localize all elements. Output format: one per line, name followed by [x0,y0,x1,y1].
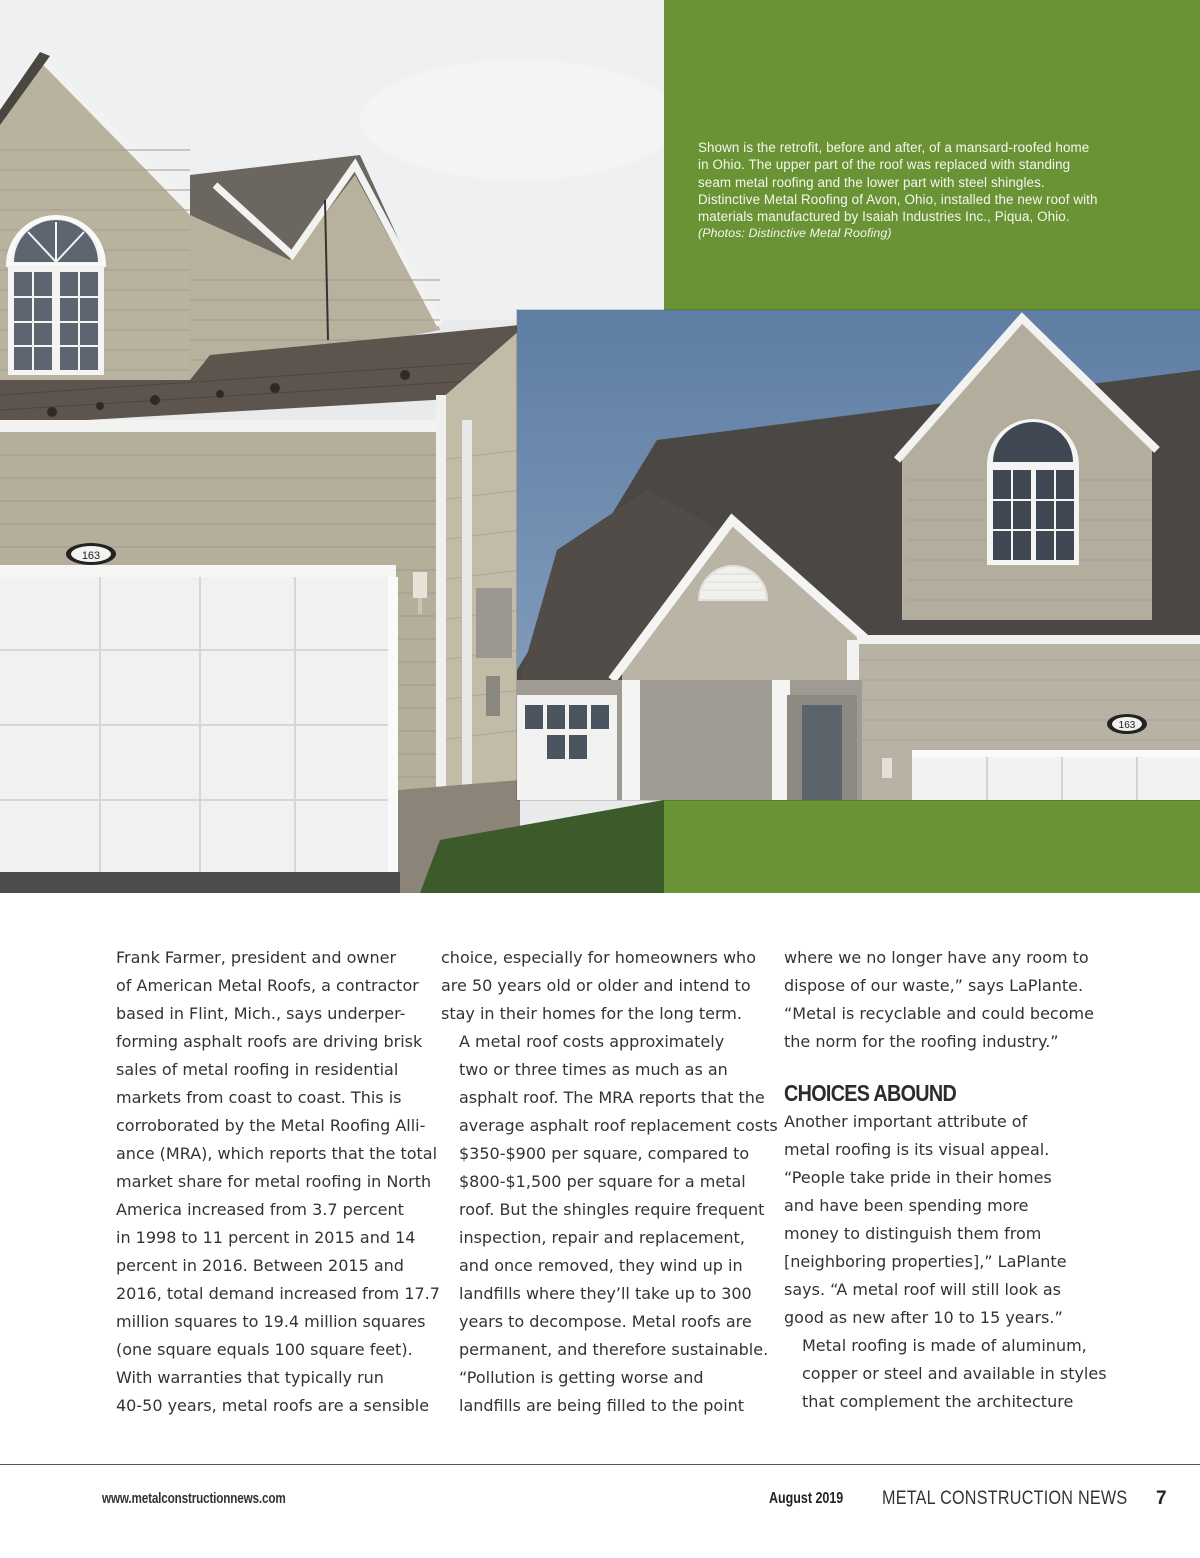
caption-line: Shown is the retrofit, before and after, of a mansard-roofed home [698,140,1090,155]
text-line: where we no longer have any room to [784,948,1089,967]
text-line: America increased from 3.7 percent [116,1200,404,1219]
paragraph [784,1108,1104,1332]
text-column-2 [441,944,778,1420]
after-photo [517,310,1200,800]
text-line: (one square equals 100 square feet). [116,1340,413,1359]
text-line: stay in their homes for the long term. [441,1004,742,1023]
paragraph [784,944,1104,1056]
footer-website-link[interactable]: www.metalconstructionnews.com [102,1490,286,1507]
text-line: “Pollution is getting worse and [459,1368,704,1387]
text-line: percent in 2016. Between 2015 and [116,1256,404,1275]
paragraph [784,1332,1107,1416]
text-line: roof. But the shingles require frequent [459,1200,765,1219]
text-line: landfills where they’ll take up to 300 [459,1284,752,1303]
paragraph [98,1364,430,1420]
text-line: Another important attribute of [784,1112,1028,1131]
text-line: average asphalt roof replacement costs [459,1116,778,1135]
text-line: forming asphalt roofs are driving brisk [116,1032,423,1051]
caption-line: materials manufactured by Isaiah Industries Inc., Piqua, Ohio. [698,209,1070,225]
text-line: Frank Farmer, president and owner [116,948,397,967]
caption-line: seam metal roofing and the lower part with steel shingles. [698,174,1045,190]
text-line: inspection, repair and replacement, [459,1228,745,1247]
text-line: two or three times as much as an [459,1060,728,1079]
paragraph [441,1028,778,1364]
text-line: the norm for the roofing industry.” [784,1032,1059,1051]
text-column-1 [98,944,440,1420]
text-line: permanent, and therefore sustainable. [459,1340,769,1359]
text-line: A metal roof costs approximately [459,1032,725,1051]
text-line: corroborated by the Metal Roofing Alli- [116,1116,426,1135]
text-line: dispose of our waste,” says LaPlante. [784,976,1084,995]
text-line: metal roofing is its visual appeal. [784,1140,1050,1159]
text-line: 2016, total demand increased from 17.7 [116,1284,440,1303]
text-line: million squares to 19.4 million squares [116,1312,426,1331]
text-line: says. “A metal roof will still look as [784,1280,1061,1299]
footer-divider [0,1464,1200,1465]
text-line: are 50 years old or older and intend to [441,976,751,995]
text-line: With warranties that typically run [116,1368,384,1387]
text-line: money to distinguish them from [784,1224,1042,1243]
caption-line: Distinctive Metal Roofing of Avon, Ohio, installed the new roof with [698,191,1098,207]
text-line: asphalt roof. The MRA reports that the [459,1088,765,1107]
after-house-number: 163 [1118,720,1136,731]
text-line: markets from coast to coast. This is [116,1088,402,1107]
text-line: good as new after 10 to 15 years.” [784,1308,1063,1327]
text-line: based in Flint, Mich., says underper- [116,1004,406,1023]
text-line: market share for metal roofing in North [116,1172,432,1191]
text-line: ance (MRA), which reports that the total [116,1144,438,1163]
text-line: that complement the architecture [802,1392,1074,1411]
footer-issue-date: August 2019 [769,1490,844,1507]
text-line: and have been spending more [784,1196,1029,1215]
text-line: in 1998 to 11 percent in 2015 and 14 [116,1228,416,1247]
photo-caption [698,139,1138,243]
text-line: landfills are being filled to the point [459,1396,745,1415]
text-line: copper or steel and available in styles [802,1364,1107,1383]
page-number: 7 [1156,1488,1167,1509]
text-line: Metal roofing is made of aluminum, [802,1336,1087,1355]
text-column-3 [784,944,1107,1416]
text-line: and once removed, they wind up in [459,1256,743,1275]
photo-credit: (Photos: Distinctive Metal Roofing) [698,226,892,241]
text-line: “Metal is recyclable and could become [784,1004,1094,1023]
footer-publication-name: METAL CONSTRUCTION NEWS [882,1488,1128,1509]
text-line: “People take pride in their homes [784,1168,1052,1187]
text-line: [neighboring properties],” LaPlante [784,1252,1067,1271]
text-line: choice, especially for homeowners who [441,948,756,967]
caption-line: in Ohio. The upper part of the roof was replaced with standing [698,157,1071,173]
text-line: 40-50 years, metal roofs are a sensible [116,1396,430,1415]
text-line: sales of metal roofing in residential [116,1060,399,1079]
section-subhead: CHOICES ABOUND [784,1080,957,1106]
paragraph [441,1364,761,1420]
paragraph [98,944,440,1364]
paragraph [441,944,761,1028]
text-line: $350-$900 per square, compared to [459,1144,750,1163]
text-line: $800-$1,500 per square for a metal [459,1172,746,1191]
text-line: years to decompose. Metal roofs are [459,1312,752,1331]
text-line: of American Metal Roofs, a contractor [116,976,419,995]
before-house-number: 163 [81,550,101,562]
